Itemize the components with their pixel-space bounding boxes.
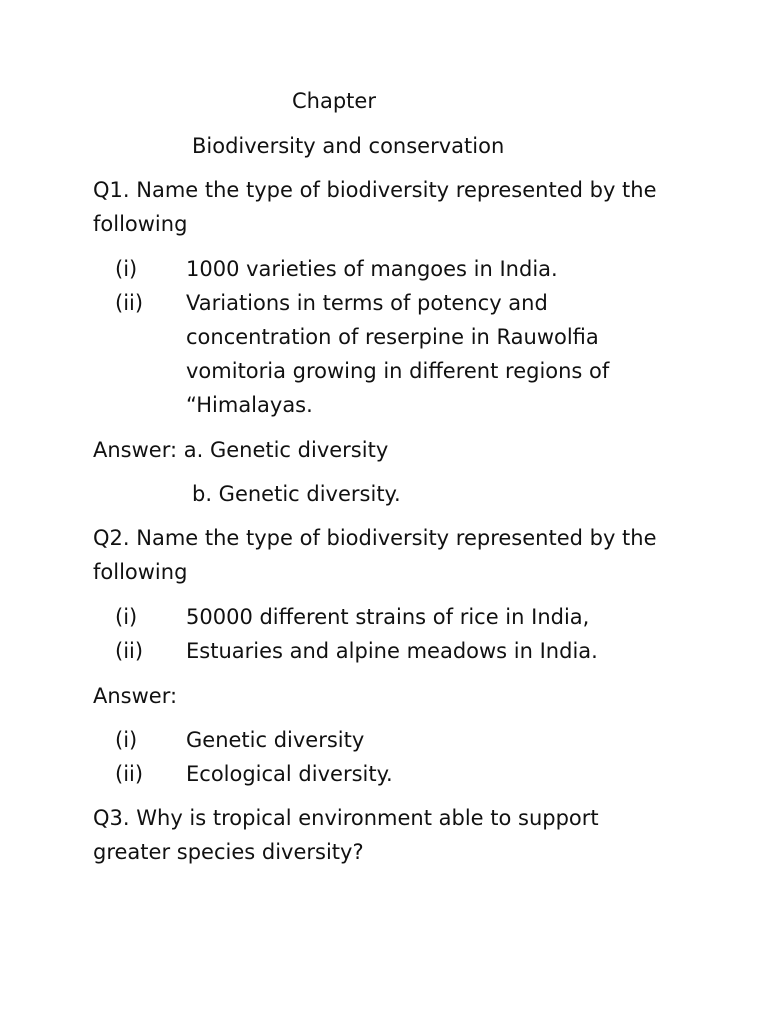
list-item-text: Genetic diversity <box>186 728 365 752</box>
list-marker: (ii) <box>115 639 144 663</box>
question-1: Q1. Name the type of biodiversity represented by the following <box>93 178 657 236</box>
q1-answer-b: b. Genetic diversity. <box>192 482 401 506</box>
list-item-text: 50000 different strains of rice in India, <box>186 605 590 629</box>
chapter-title: Biodiversity and conservation <box>192 134 505 158</box>
question-3: Q3. Why is tropical environment able to support greater species diversity? <box>93 806 599 864</box>
list-item-text: Estuaries and alpine meadows in India. <box>186 639 598 663</box>
list-item-text: 1000 varieties of mangoes in India. <box>186 257 558 281</box>
list-marker: (ii) <box>115 762 144 786</box>
list-marker: (ii) <box>115 291 144 315</box>
list-marker: (i) <box>115 257 138 281</box>
list-marker: (i) <box>115 605 138 629</box>
list-marker: (i) <box>115 728 138 752</box>
chapter-heading: Chapter <box>292 89 376 113</box>
question-2: Q2. Name the type of biodiversity represented by the following <box>93 526 657 584</box>
list-item-text: Variations in terms of potency and concentration of reserpine in Rauwolfia vomitoria growing in different regions of “Himalayas. <box>186 291 610 417</box>
list-item-text: Ecological diversity. <box>186 762 393 786</box>
q1-answer-a: Answer: a. Genetic diversity <box>93 438 389 462</box>
q2-answer-label: Answer: <box>93 684 178 708</box>
